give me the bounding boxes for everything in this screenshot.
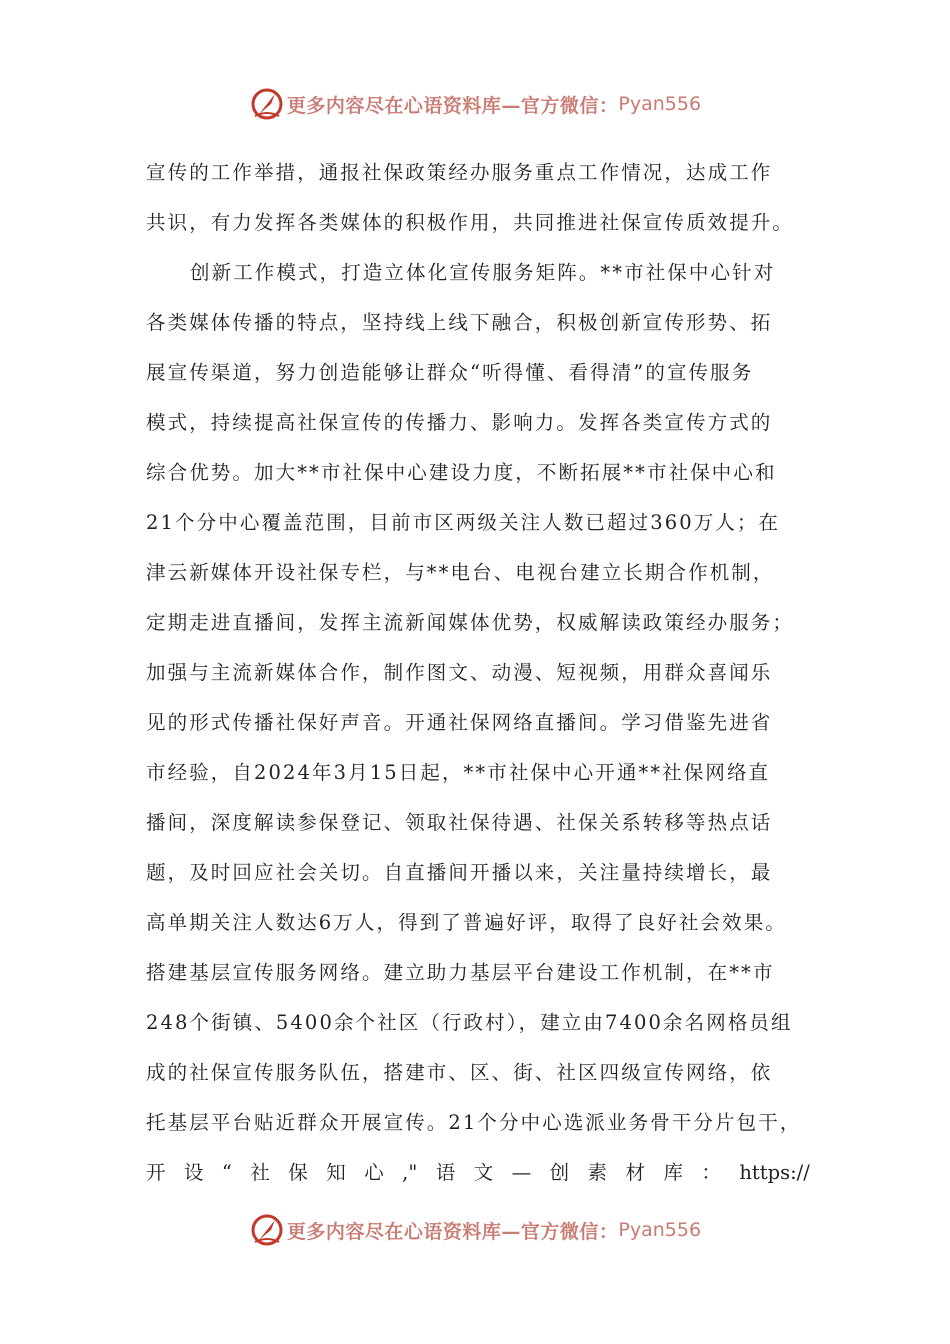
text-line: 题，及时回应社会关切。自直播间开播以来，关注量持续增长，最	[146, 861, 773, 884]
text-line: 托基层平台贴近群众开展宣传。21个分中心选派业务骨干分片包干，	[146, 1111, 802, 1134]
banner-site-text: 更多内容尽在心语资料库—官方微信：	[286, 1220, 619, 1243]
line-token: 库	[663, 1161, 683, 1184]
text-line: 综合优势。加大**市社保中心建设力度，不断拓展**市社保中心和	[146, 461, 777, 484]
line-token: 心	[364, 1161, 384, 1184]
text-line: 宣传的工作举措，通报社保政策经办服务重点工作情况，达成工作	[146, 161, 773, 184]
line-token: 开	[146, 1161, 166, 1184]
text-line: 成的社保宣传服务队伍，搭建市、区、街、社区四级宣传网络，依	[146, 1061, 773, 1084]
text-line: 各类媒体传播的特点，坚持线上线下融合，积极创新宣传形势、拓	[146, 311, 773, 334]
text-line: 21个分中心覆盖范围，目前市区两级关注人数已超过360万人；在	[146, 511, 781, 534]
banner-wechat-id: Pyan556	[618, 1219, 702, 1241]
text-line: 248个街镇、5400余个社区（行政村），建立由7400余名网格员组	[146, 1011, 793, 1034]
text-line: 见的形式传播社保好声音。开通社保网络直播间。学习借鉴先进省	[146, 711, 773, 734]
line-token: 知	[326, 1161, 346, 1184]
line-token: ：	[701, 1161, 721, 1184]
line-token: 语	[435, 1161, 456, 1184]
banner-site-text: 更多内容尽在心语资料库—官方微信：	[286, 94, 619, 117]
line-token: 素	[587, 1161, 608, 1184]
line-token: 创	[549, 1161, 570, 1184]
line-token: “	[221, 1161, 232, 1184]
banner-wechat-id: Pyan556	[618, 93, 702, 115]
paragraph-start-line: 创新工作模式，打造立体化宣传服务矩阵。**市社保中心针对	[190, 261, 776, 284]
line-token: 文	[473, 1161, 494, 1184]
footer-banner	[0, 1210, 950, 1250]
line-token: ,"	[402, 1161, 418, 1184]
quill-logo-icon	[249, 86, 285, 122]
text-line: 高单期关注人数达6万人，得到了普遍好评，取得了良好社会效果。	[146, 911, 787, 934]
line-token: 材	[625, 1161, 646, 1184]
text-line: 定期走进直播间，发挥主流新闻媒体优势，权威解读政策经办服务；	[146, 611, 795, 634]
text-line: 模式，持续提高社保宣传的传播力、影响力。发挥各类宣传方式的	[146, 411, 773, 434]
text-line: 津云新媒体开设社保专栏，与**电台、电视台建立长期合作机制，	[146, 561, 775, 584]
text-line: 搭建基层宣传服务网络。建立助力基层平台建设工作机制，在**市	[146, 961, 775, 984]
text-line: 市经验，自2024年3月15日起，**市社保中心开通**社保网络直	[146, 761, 771, 784]
line-token: —	[511, 1161, 532, 1184]
url-token[interactable]: https://	[739, 1161, 810, 1184]
line-token: 社	[250, 1161, 270, 1184]
text-line: 展宣传渠道，努力创造能够让群众“听得懂、看得清”的宣传服务	[146, 361, 754, 384]
line-token: 保	[288, 1161, 308, 1184]
text-line: 共识，有力发挥各类媒体的积极作用，共同推进社保宣传质效提升。	[146, 211, 795, 234]
header-banner	[0, 84, 950, 124]
quill-logo-icon	[249, 1212, 285, 1248]
document-body	[146, 148, 810, 1198]
text-line: 加强与主流新媒体合作，制作图文、动漫、短视频，用群众喜闻乐	[146, 661, 773, 684]
text-line: 播间，深度解读参保登记、领取社保待遇、社保关系转移等热点话	[146, 811, 773, 834]
justified-last-line	[146, 1148, 810, 1198]
line-token: 设	[183, 1161, 204, 1184]
